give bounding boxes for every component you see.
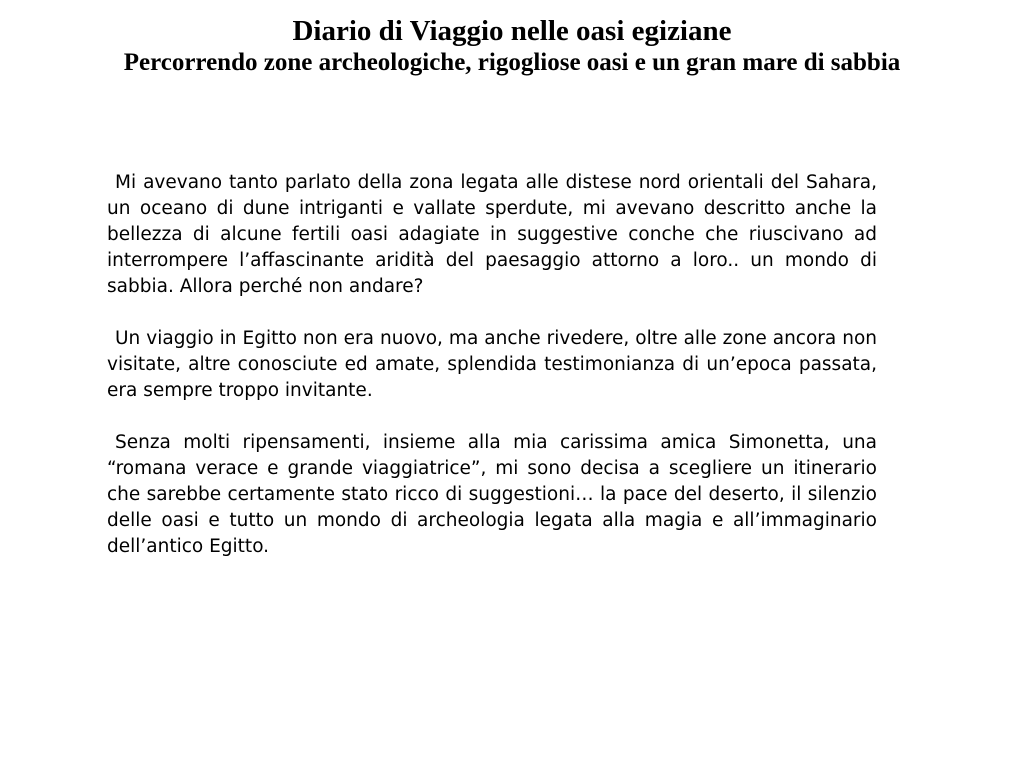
paragraph-1: Mi avevano tanto parlato della zona legata alle distese nord orientali del Sahara, un oceano di dune intriganti e vallate sperdute, mi avevano descritto anche la bellezza di alcune fertili oasi adagiate in suggestive conche che riuscivano ad interrompere l’affascinante aridità del paesaggio attorno a loro.. un mondo di sabbia. Allora perché non andare? [107, 172, 877, 297]
paragraph-2: Un viaggio in Egitto non era nuovo, ma anche rivedere, oltre alle zone ancora non visitate, altre conosciute ed amate, splendida testimonianza di un’epoca passata, era sempre troppo invitante. [107, 328, 877, 401]
slide-header [0, 14, 1024, 78]
page-title: Diario di Viaggio nelle oasi egiziane [292, 15, 732, 47]
body-text [107, 170, 877, 586]
paragraph-3: Senza molti ripensamenti, insieme alla mia carissima amica Simonetta, una “romana verace e grande viaggiatrice”, mi sono decisa a scegliere un itinerario che sarebbe certamente stato ricco di suggestioni… la pace del deserto, il silenzio delle oasi e tutto un mondo di archeologia legata alla magia e all’immaginario dell’antico Egitto. [107, 432, 877, 557]
page-subtitle: Percorrendo zone archeologiche, rigogliose oasi e un gran mare di sabbia [123, 49, 901, 76]
